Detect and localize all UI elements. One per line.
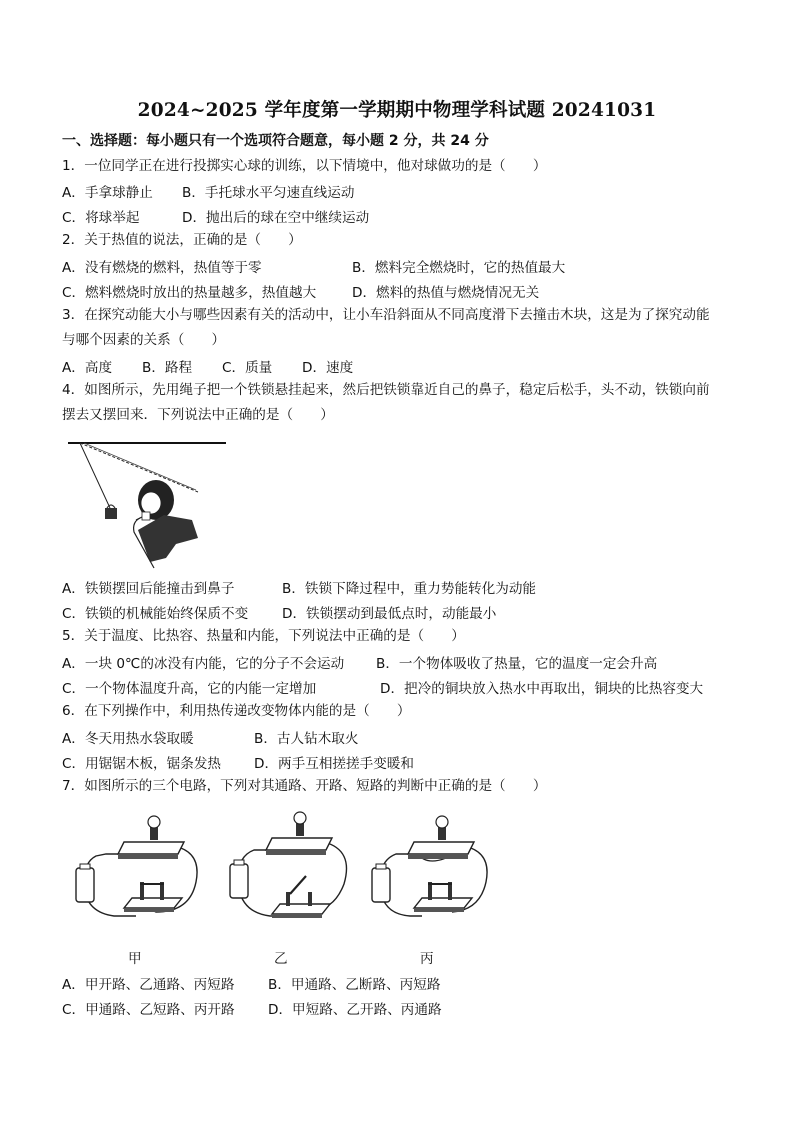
q5-option-d: D．把冷的铜块放入热水中再取出，铜块的比热容变大 (380, 681, 704, 697)
question-7-stem: 7．如图所示的三个电路，下列对其通路、开路、短路的判断中正确的是（ ） (62, 778, 547, 794)
q4-option-a: A．铁锁摆回后能撞击到鼻子 (62, 581, 235, 597)
q4-option-d: D．铁锁摆动到最低点时，动能最小 (282, 606, 497, 622)
circuit-label-yi: 乙 (274, 951, 288, 967)
girl-icon (134, 480, 198, 568)
circuit-label-bing: 丙 (420, 951, 434, 967)
question-3-stem: 3．在探究动能大小与哪些因素有关的活动中，让小车沿斜面从不同高度滑下去撞击木块，这是为了探究动能 (62, 307, 710, 323)
q4-option-b: B．铁锁下降过程中，重力势能转化为动能 (282, 581, 537, 597)
question-4-stem: 4．如图所示，先用绳子把一个铁锁悬挂起来，然后把铁锁靠近自己的鼻子，稳定后松手，头不动，铁锁向前 (62, 382, 710, 398)
q7-option-b: B．甲通路、乙断路、丙短路 (268, 977, 441, 993)
circuit-figure-bing (368, 812, 496, 932)
switch-icon (124, 898, 182, 908)
battery-icon (76, 868, 94, 902)
q1-option-a: A．手拿球静止 (62, 185, 153, 201)
q6-option-b: B．古人钻木取火 (254, 731, 359, 747)
question-3-stem-cont: 与哪个因素的关系（ ） (62, 332, 226, 348)
q2-option-d: D．燃料的热值与燃烧情况无关 (352, 285, 540, 301)
switch-icon (414, 898, 472, 908)
question-5-stem: 5．关于温度、比热容、热量和内能，下列说法中正确的是（ ） (62, 628, 465, 644)
q4-option-c: C．铁锁的机械能始终保质不变 (62, 606, 249, 622)
q7-option-d: D．甲短路、乙开路、丙通路 (268, 1002, 442, 1018)
circuit-figure-yi (226, 806, 356, 932)
q5-option-a: A．一块 0℃的冰没有内能，它的分子不会运动 (62, 656, 345, 672)
q1-option-d: D．抛出后的球在空中继续运动 (182, 210, 370, 226)
q6-option-d: D．两手互相搓搓手变暖和 (254, 756, 414, 772)
switch-icon (272, 904, 330, 914)
q1-option-b: B．手托球水平匀速直线运动 (182, 185, 355, 201)
q2-option-c: C．燃料燃烧时放出的热量越多，热值越大 (62, 285, 317, 301)
q1-option-c: C．将球举起 (62, 210, 140, 226)
circuit-figure-jia (74, 812, 204, 932)
q7-option-a: A．甲开路、乙通路、丙短路 (62, 977, 235, 993)
page-title: 2024~2025 学年度第一学期期中物理学科试题 20241031 (137, 100, 657, 121)
q3-option-a: A．高度 (62, 360, 113, 376)
pendulum-lock-figure (66, 440, 241, 570)
question-4-stem-cont: 摆去又摆回来．下列说法中正确的是（ ） (62, 407, 334, 423)
q3-option-d: D．速度 (302, 360, 354, 376)
q6-option-a: A．冬天用热水袋取暖 (62, 731, 194, 747)
circuit-label-jia: 甲 (128, 951, 142, 967)
q2-option-b: B．燃料完全燃烧时，它的热值最大 (352, 260, 566, 276)
q5-option-c: C．一个物体温度升高，它的内能一定增加 (62, 681, 317, 697)
q6-option-c: C．用锯锯木板，锯条发热 (62, 756, 222, 772)
question-2-stem: 2．关于热值的说法，正确的是（ ） (62, 232, 302, 248)
lock-icon (105, 508, 117, 519)
q3-option-c: C．质量 (222, 360, 273, 376)
q3-option-b: B．路程 (142, 360, 193, 376)
q2-option-a: A．没有燃烧的燃料，热值等于零 (62, 260, 262, 276)
question-1-stem: 1．一位同学正在进行投掷实心球的训练，以下情境中，他对球做功的是（ ） (62, 158, 547, 174)
section-heading: 一、选择题：每小题只有一个选项符合题意，每小题 2 分，共 24 分 (62, 133, 489, 149)
question-6-stem: 6．在下列操作中，利用热传递改变物体内能的是（ ） (62, 703, 411, 719)
battery-icon (372, 868, 390, 902)
q5-option-b: B．一个物体吸收了热量，它的温度一定会升高 (376, 656, 658, 672)
battery-icon (230, 864, 248, 898)
q7-option-c: C．甲通路、乙短路、丙开路 (62, 1002, 235, 1018)
